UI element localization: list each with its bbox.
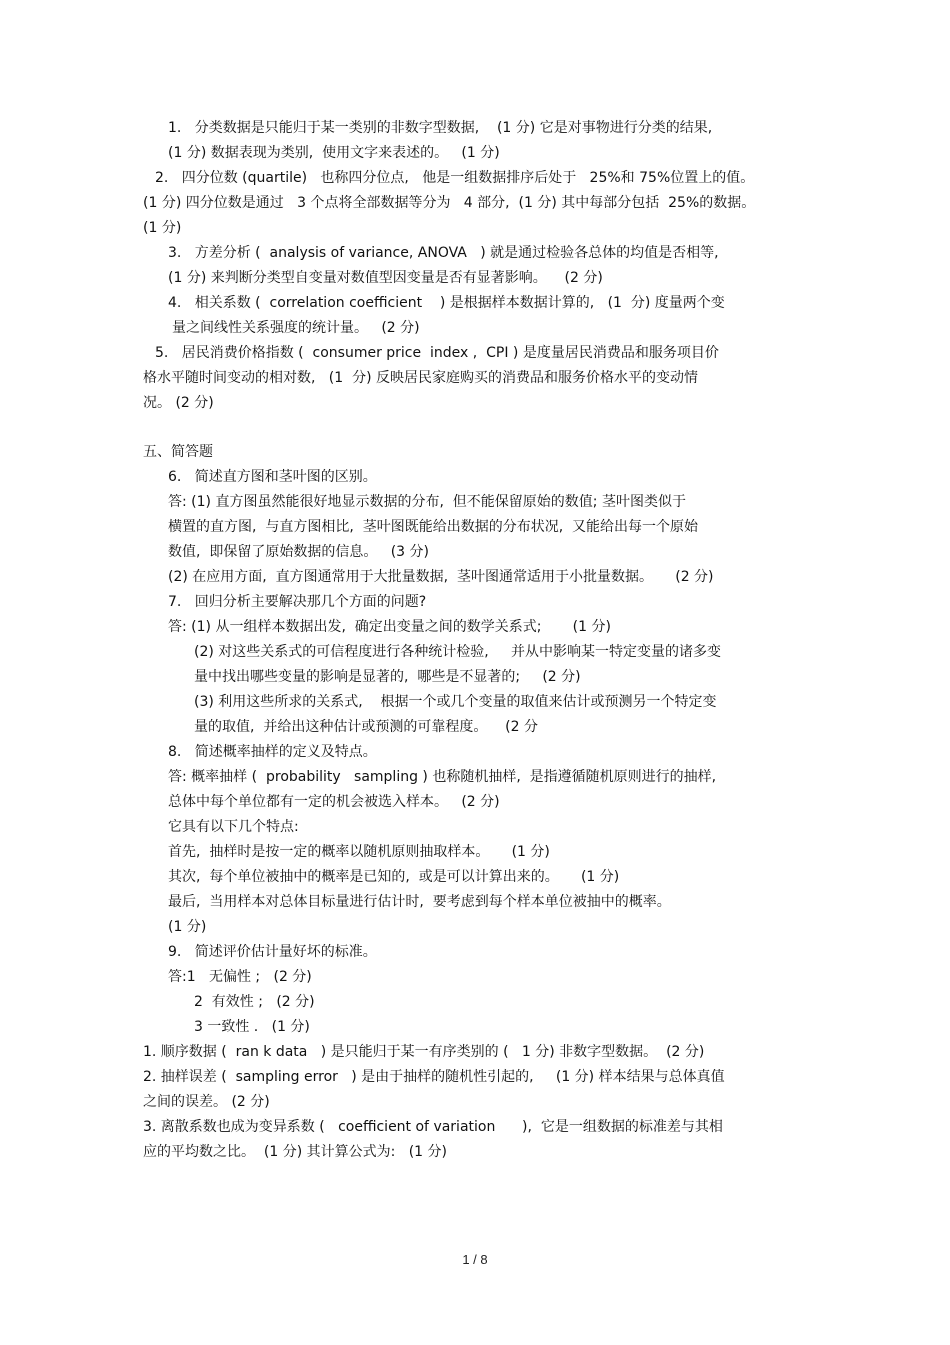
text-line: 之间的误差。 (2 分) xyxy=(143,1094,270,1110)
text-line: 答: (1) 从一组样本数据出发, 确定出变量之间的数学关系式; (1 分) xyxy=(168,619,611,635)
text-line: 2. 四分位数 (quartile) 也称四分位点, 他是一组数据排序后处于 25%和 75%位置上的值。 xyxy=(155,170,755,186)
text-line: 它具有以下几个特点: xyxy=(168,819,299,835)
text-line: (2) 在应用方面, 直方图通常用于大批量数据, 茎叶图通常适用于小批量数据。 (2 分) xyxy=(168,569,714,585)
text-line: (1 分) 数据表现为类别, 使用文字来表述的。 (1 分) xyxy=(168,145,500,161)
text-line: 答: (1) 直方图虽然能很好地显示数据的分布, 但不能保留原始的数值; 茎叶图类似于 xyxy=(168,494,686,510)
text-line: 4. 相关系数 ( correlation coefficient ) 是根据样本数据计算的, (1 分) 度量两个变 xyxy=(168,295,725,311)
text-line: 答: 概率抽样 ( probability sampling ) 也称随机抽样, 是指遵循随机原则进行的抽样, xyxy=(168,769,717,785)
text-line: 总体中每个单位都有一定的机会被选入样本。 (2 分) xyxy=(168,794,500,810)
question-title: 6. 简述直方图和茎叶图的区别。 xyxy=(168,469,377,485)
text-line: 其次, 每个单位被抽中的概率是已知的, 或是可以计算出来的。 (1 分) xyxy=(168,869,620,885)
text-line: 况。 (2 分) xyxy=(143,395,214,411)
text-line: 2 有效性 ; (2 分) xyxy=(194,994,315,1010)
question-title: 9. 简述评价估计量好坏的标准。 xyxy=(168,944,377,960)
section-heading: 五、简答题 xyxy=(143,444,213,460)
question-title: 7. 回归分析主要解决那几个方面的问题? xyxy=(168,594,427,610)
text-line: 数值, 即保留了原始数据的信息。 (3 分) xyxy=(168,544,429,560)
text-line: 1. 顺序数据 ( ran k data ) 是只能归于某一有序类别的 ( 1 分) 非数字型数据。 (2 分) xyxy=(143,1044,705,1060)
text-line: 首先, 抽样时是按一定的概率以随机原则抽取样本。 (1 分) xyxy=(168,844,550,860)
text-line: 1. 分类数据是只能归于某一类别的非数字型数据, (1 分) 它是对事物进行分类的结果, xyxy=(168,120,713,136)
text-line: 最后, 当用样本对总体目标量进行估计时, 要考虑到每个样本单位被抽中的概率。 xyxy=(168,894,671,910)
text-line: 横置的直方图, 与直方图相比, 茎叶图既能给出数据的分布状况, 又能给出每一个原始 xyxy=(168,519,699,535)
text-line: 量中找出哪些变量的影响是显著的, 哪些是不显著的; (2 分) xyxy=(194,669,581,685)
text-line: 量之间线性关系强度的统计量。 (2 分) xyxy=(172,320,420,336)
text-line: (2) 对这些关系式的可信程度进行各种统计检验, 并从中影响某一特定变量的诸多变 xyxy=(194,644,721,660)
text-line: 量的取值, 并给出这种估计或预测的可靠程度。 (2 分 xyxy=(194,719,538,735)
text-line: (3) 利用这些所求的关系式, 根据一个或几个变量的取值来估计或预测另一个特定变 xyxy=(194,694,717,710)
question-title: 8. 简述概率抽样的定义及特点。 xyxy=(168,744,377,760)
page-number: 1 / 8 xyxy=(462,1252,488,1267)
text-line: (1 分) xyxy=(143,220,182,236)
text-line: 3. 离散系数也成为变异系数 ( coefficient of variation ), 它是一组数据的标准差与其相 xyxy=(143,1119,723,1135)
text-line: (1 分) 来判断分类型自变量对数值型因变量是否有显著影响。 (2 分) xyxy=(168,270,603,286)
text-line: 3 一致性 . (1 分) xyxy=(194,1019,310,1035)
text-line: (1 分) 四分位数是通过 3 个点将全部数据等分为 4 部分, (1 分) 其中每部分包括 25%的数据。 xyxy=(143,195,756,211)
text-line: 3. 方差分析 ( analysis of variance, ANOVA ) 就是通过检验各总体的均值是否相等, xyxy=(168,245,719,261)
text-line: 应的平均数之比。 (1 分) 其计算公式为: (1 分) xyxy=(143,1144,447,1160)
text-line: 答:1 无偏性 ; (2 分) xyxy=(168,969,312,985)
text-line: 格水平随时间变动的相对数, (1 分) 反映居民家庭购买的消费品和服务价格水平的变动情 xyxy=(143,370,698,386)
text-line: (1 分) xyxy=(168,919,207,935)
text-line: 2. 抽样误差 ( sampling error ) 是由于抽样的随机性引起的, (1 分) 样本结果与总体真值 xyxy=(143,1069,725,1085)
text-line: 5. 居民消费价格指数 ( consumer price index , CPI ) 是度量居民消费品和服务项目价 xyxy=(155,345,719,361)
